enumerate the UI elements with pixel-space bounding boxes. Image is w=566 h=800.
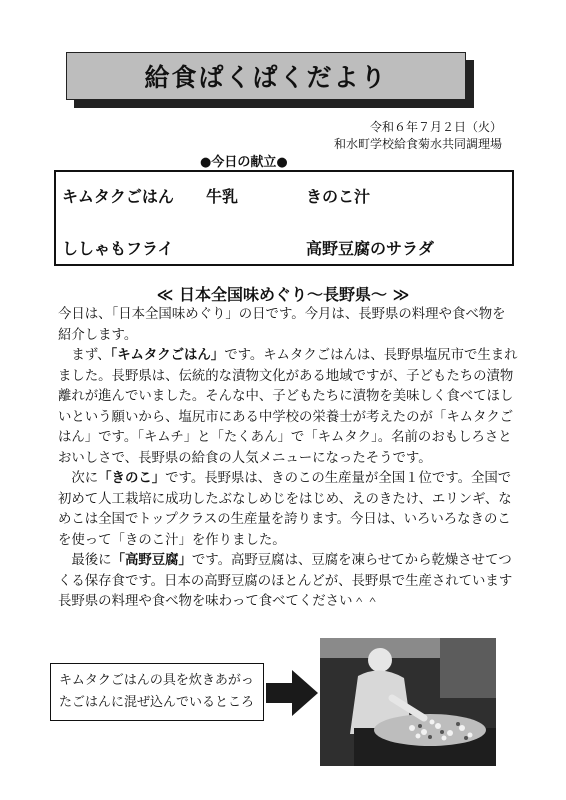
- issue-date: 令和６年７月２日（火）: [369, 120, 502, 134]
- menu-item: 高野豆腐のサラダ: [306, 239, 434, 258]
- paragraph: 今日は、「日本全国味めぐり」の日です。今月は、長野県の料理や食べ物を紹介します。: [58, 307, 506, 343]
- text-run: 最後に: [71, 553, 112, 568]
- article-body: [58, 305, 518, 613]
- menu-item: キムタクごはん: [62, 187, 174, 206]
- text-run: 次に: [71, 471, 99, 486]
- menu-item: きのこ汁: [306, 187, 371, 206]
- menu-heading: ●今日の献立●: [200, 155, 288, 170]
- caption-line: キムタクごはんの具を炊きあがっ: [59, 673, 254, 688]
- paragraph: 長野県の料理や食べ物を味わって食べてください＾＾: [58, 594, 380, 609]
- photo-caption: [50, 663, 264, 721]
- highlight-text: 「キムタクごはん」: [110, 348, 225, 363]
- paragraph: [58, 469, 518, 551]
- article-title: ≪ 日本全国味めぐり～長野県～ ≫: [156, 285, 410, 304]
- right-arrow-icon: [266, 670, 318, 716]
- newsletter-title: 給食ぱくぱくだより: [144, 63, 388, 92]
- menu-item: ししゃもフライ: [62, 239, 174, 258]
- text-run: です。長野県は、きのこの生産量が全国１位です。全国で初めて人工栽培に成功したぶなしめじをはじめ、えのきたけ、エリンギ、なめこは全国でトップクラスの生産量を誇ります。今日は、いろいろなきのこを使って「きのこ汁」を作りました。: [58, 471, 512, 548]
- menu-box: [54, 170, 514, 266]
- text-run: です。高野豆腐は、豆腐を凍らせてから乾燥させてつくる保存食です。日本の高野豆腐のほとんどが、長野県で生産されています: [58, 553, 513, 589]
- cooking-photo: [320, 638, 496, 766]
- menu-item: 牛乳: [206, 187, 239, 206]
- paragraph: [58, 346, 518, 469]
- organization-name: 和水町学校給食菊水共同調理場: [333, 137, 502, 151]
- highlight-text: 「高野豆腐」: [111, 553, 192, 568]
- paragraph: [58, 551, 518, 592]
- title-banner: [66, 52, 466, 100]
- highlight-text: 「きのこ」: [98, 471, 166, 486]
- caption-line: たごはんに混ぜ込んでいるところ: [59, 695, 255, 710]
- text-run: まず、: [71, 348, 111, 363]
- date-block: [334, 119, 502, 153]
- text-run: です。キムタクごはんは、長野県塩尻市で生まれました。長野県は、伝統的な漬物文化がある地域ですが、子どもたちの漬物離れが進んでいました。そんな中、子どもたちに漬物を美味しく食べてほしいという願いから、塩尻市にある中学校の栄養士が考えたのが「キムタクごはん」です。「キムチ」と「たくあん」で「キムタク」。名前のおもしろさとおいしさで、長野県の給食の人気メニューになったそうです。: [58, 348, 518, 466]
